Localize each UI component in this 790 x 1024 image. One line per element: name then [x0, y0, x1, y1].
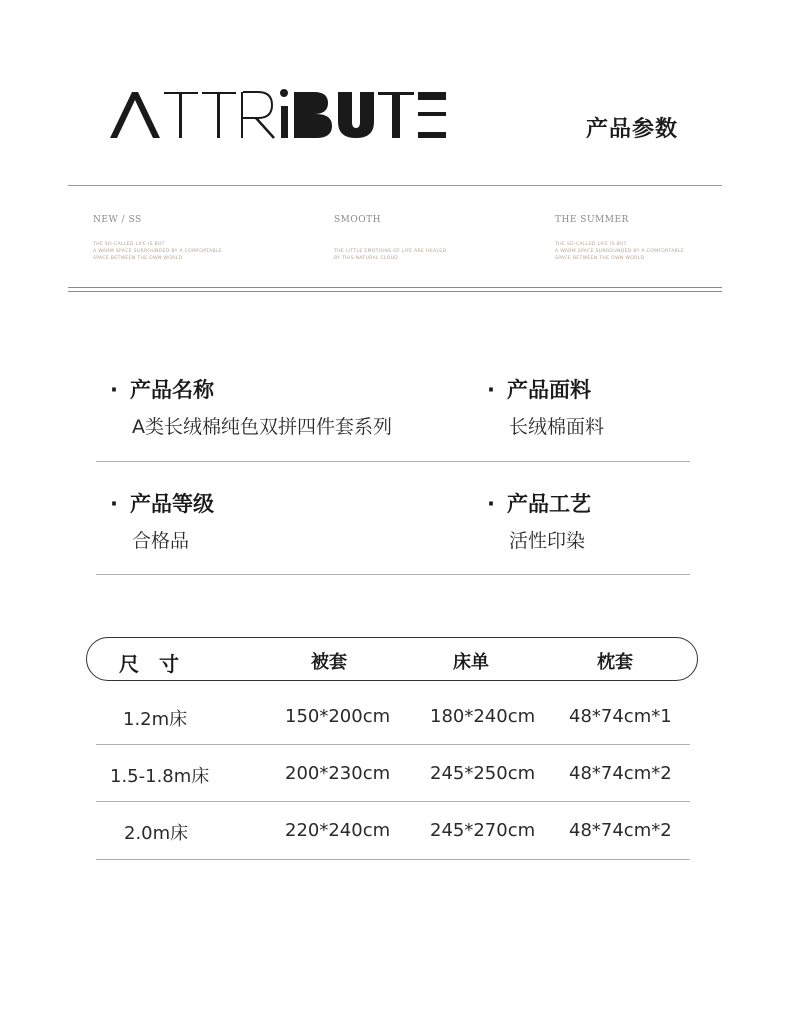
attr-label: 产品工艺: [507, 492, 591, 516]
attr-product-name: [110, 374, 392, 439]
divider-double-2: [68, 291, 722, 292]
caption-title: THE SUMMER: [555, 215, 629, 225]
caption-title: NEW / SS: [93, 215, 142, 225]
cell-sheet: 245*250cm: [430, 763, 536, 784]
attr-grade: [110, 488, 214, 553]
attr-value: 合格品: [132, 530, 190, 552]
caption-line: BY THIS NATURAL CLOUD: [334, 256, 399, 261]
divider-double-1: [68, 287, 722, 288]
size-table-header: [86, 637, 698, 681]
cell-pillowcase: 48*74cm*2: [569, 820, 672, 841]
row-divider: [96, 801, 690, 802]
cell-size: 1.5-1.8m床: [110, 766, 210, 787]
attr-fabric: [487, 374, 604, 439]
header-duvet: 被套: [311, 652, 347, 673]
bullet-dot: ·: [110, 378, 118, 402]
attr-value: 活性印染: [509, 530, 586, 552]
cell-duvet: 150*200cm: [285, 706, 391, 727]
bullet-dot: ·: [110, 492, 118, 516]
caption-line: THE LITTLE EMOTIONS OF LIFE ARE HEALED: [334, 249, 447, 254]
bullet-dot: ·: [487, 378, 495, 402]
divider-top: [68, 185, 722, 186]
cell-sheet: 245*270cm: [430, 820, 536, 841]
caption-line: THE SO-CALLED LIFE IS BUT: [555, 242, 627, 247]
row-divider: [96, 744, 690, 745]
cell-pillowcase: 48*74cm*1: [569, 706, 672, 727]
cell-pillowcase: 48*74cm*2: [569, 763, 672, 784]
cell-sheet: 180*240cm: [430, 706, 536, 727]
attr-label: 产品面料: [507, 378, 591, 402]
caption-the-summer: [555, 215, 684, 262]
page-title: 产品参数: [586, 117, 679, 142]
divider-attr-2: [96, 574, 690, 575]
attribute-logo: [108, 88, 448, 140]
caption-line: SPACE BETWEEN THE OWN WORLD: [93, 256, 183, 261]
bullet-dot: ·: [487, 492, 495, 516]
attr-label: 产品名称: [130, 378, 214, 402]
attr-value: A类长绒棉纯色双拼四件套系列: [132, 416, 392, 438]
cell-duvet: 220*240cm: [285, 820, 391, 841]
cell-size: 1.2m床: [123, 709, 188, 730]
attr-value: 长绒棉面料: [509, 416, 605, 438]
caption-new-ss: [93, 215, 222, 262]
caption-title: SMOOTH: [334, 215, 381, 225]
divider-attr-1: [96, 461, 690, 462]
caption-line: THE SO-CALLED LIFE IS BUT: [93, 242, 165, 247]
row-divider: [96, 859, 690, 860]
cell-size: 2.0m床: [124, 823, 189, 844]
caption-line: A WARM SPACE SURROUNDED BY A COMFORTABLE: [93, 249, 223, 254]
caption-smooth: [334, 215, 446, 262]
caption-line: A WARM SPACE SURROUNDED BY A COMFORTABLE: [555, 249, 685, 254]
header-sheet: 床单: [453, 652, 489, 673]
cell-duvet: 200*230cm: [285, 763, 391, 784]
header-pillowcase: 枕套: [597, 652, 633, 673]
attr-process: [487, 488, 591, 553]
caption-line: SPACE BETWEEN THE OWN WORLD: [555, 256, 645, 261]
attr-label: 产品等级: [130, 492, 214, 516]
header-size: 尺 寸: [119, 652, 179, 676]
